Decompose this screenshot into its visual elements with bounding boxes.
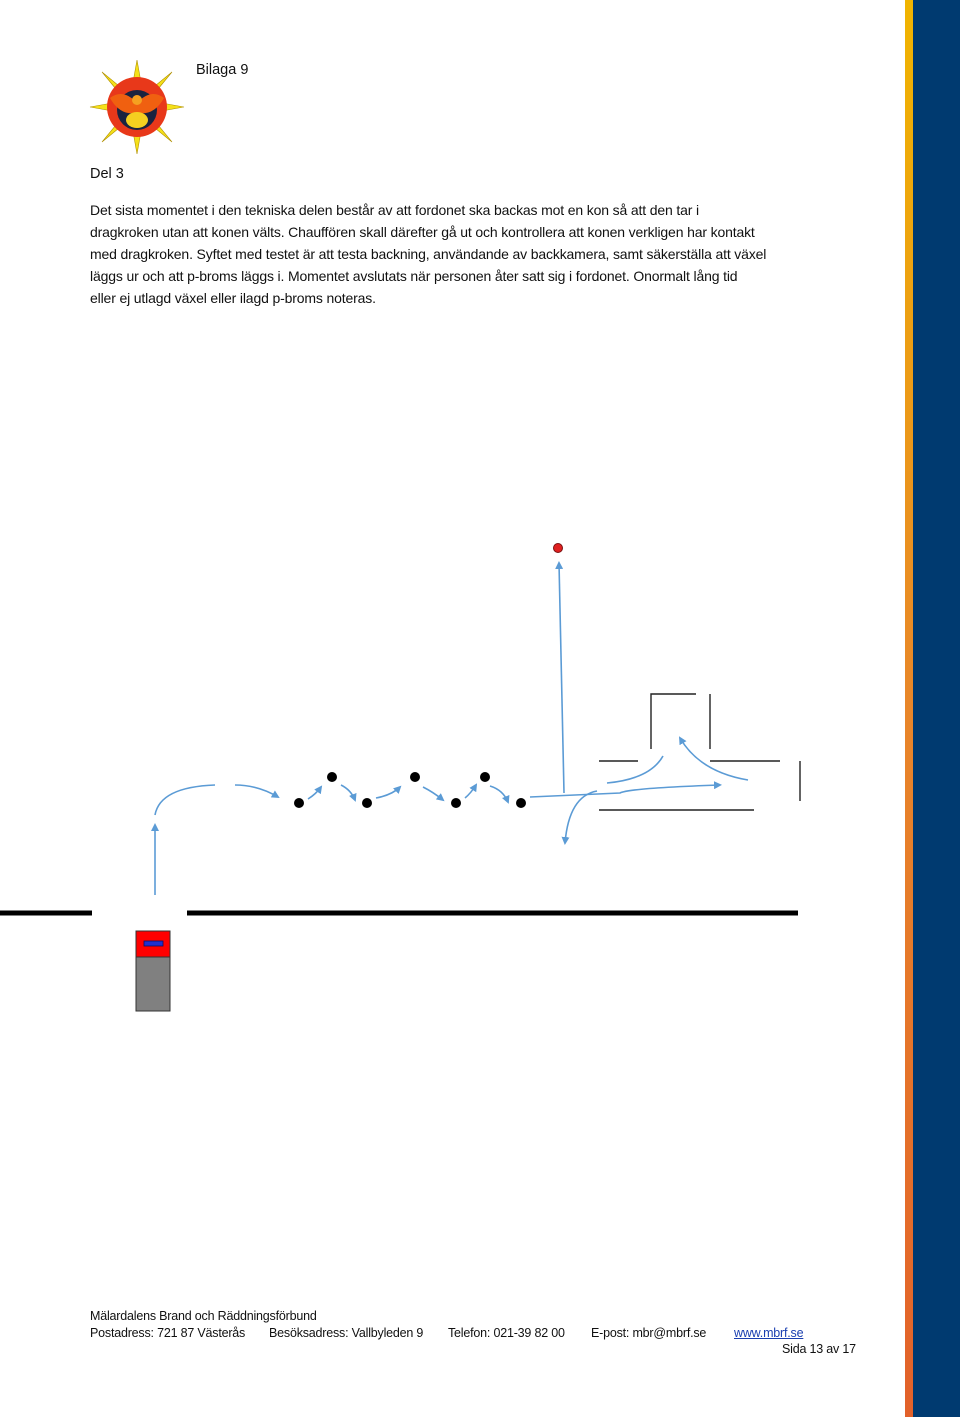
- cone-marker: [554, 544, 563, 553]
- arrow-path: [341, 785, 355, 800]
- paragraph-line: Det sista momentet i den tekniska delen består av att fordonet ska backas mot en kon så att den tar i: [90, 202, 699, 218]
- arrow-path: [680, 738, 748, 780]
- page-number: Sida 13 av 17: [782, 1342, 856, 1356]
- footer-website-link[interactable]: www.mbrf.se: [734, 1326, 804, 1340]
- footer-phone: Telefon: 021-39 82 00: [448, 1326, 565, 1340]
- cone-dot: [327, 772, 337, 782]
- cone-dot: [451, 798, 461, 808]
- arrow-path: [565, 791, 597, 843]
- arrow-path: [235, 785, 278, 797]
- cone-dot: [410, 772, 420, 782]
- arrow-path: [308, 787, 321, 799]
- arrow-path: [155, 785, 215, 815]
- arrow-path: [559, 563, 564, 793]
- cone-dot: [362, 798, 372, 808]
- cone-dot: [294, 798, 304, 808]
- paragraph-line: läggs ur och att p-broms läggs i. Momentet avslutats när personen åter satt sig i fordonet. Onormalt lång tid: [90, 268, 738, 284]
- footer-email: E-post: mbr@mbrf.se: [591, 1326, 707, 1340]
- arrow-path: [490, 786, 508, 802]
- arrow-path: [423, 787, 443, 800]
- paragraph-line: dragkroken utan att konen välts. Chauffören skall därefter gå ut och kontrollera att konen verkligen har kontakt: [90, 224, 755, 240]
- cone-dot: [480, 772, 490, 782]
- paragraph-line: eller ej utlagd växel eller ilagd p-broms noteras.: [90, 290, 376, 306]
- arrow-path: [607, 756, 663, 783]
- arrow-path: [376, 787, 400, 798]
- arrow-path: [465, 785, 476, 798]
- cone-dot: [516, 798, 526, 808]
- section-title: Del 3: [90, 166, 124, 182]
- footer-visit: Besöksadress: Vallbyleden 9: [269, 1326, 424, 1340]
- arrow-path: [530, 785, 720, 797]
- footer-postal: Postadress: 721 87 Västerås: [90, 1326, 246, 1340]
- garage-walls: [599, 694, 800, 810]
- vehicle-icon: [136, 931, 170, 1011]
- footer-org: Mälardalens Brand och Räddningsförbund: [90, 1309, 317, 1323]
- paragraph-line: med dragkroken. Syftet med testet är att testa backning, användande av backkamera, samt säkerställa att växel: [90, 246, 767, 262]
- attachment-title: Bilaga 9: [196, 62, 249, 78]
